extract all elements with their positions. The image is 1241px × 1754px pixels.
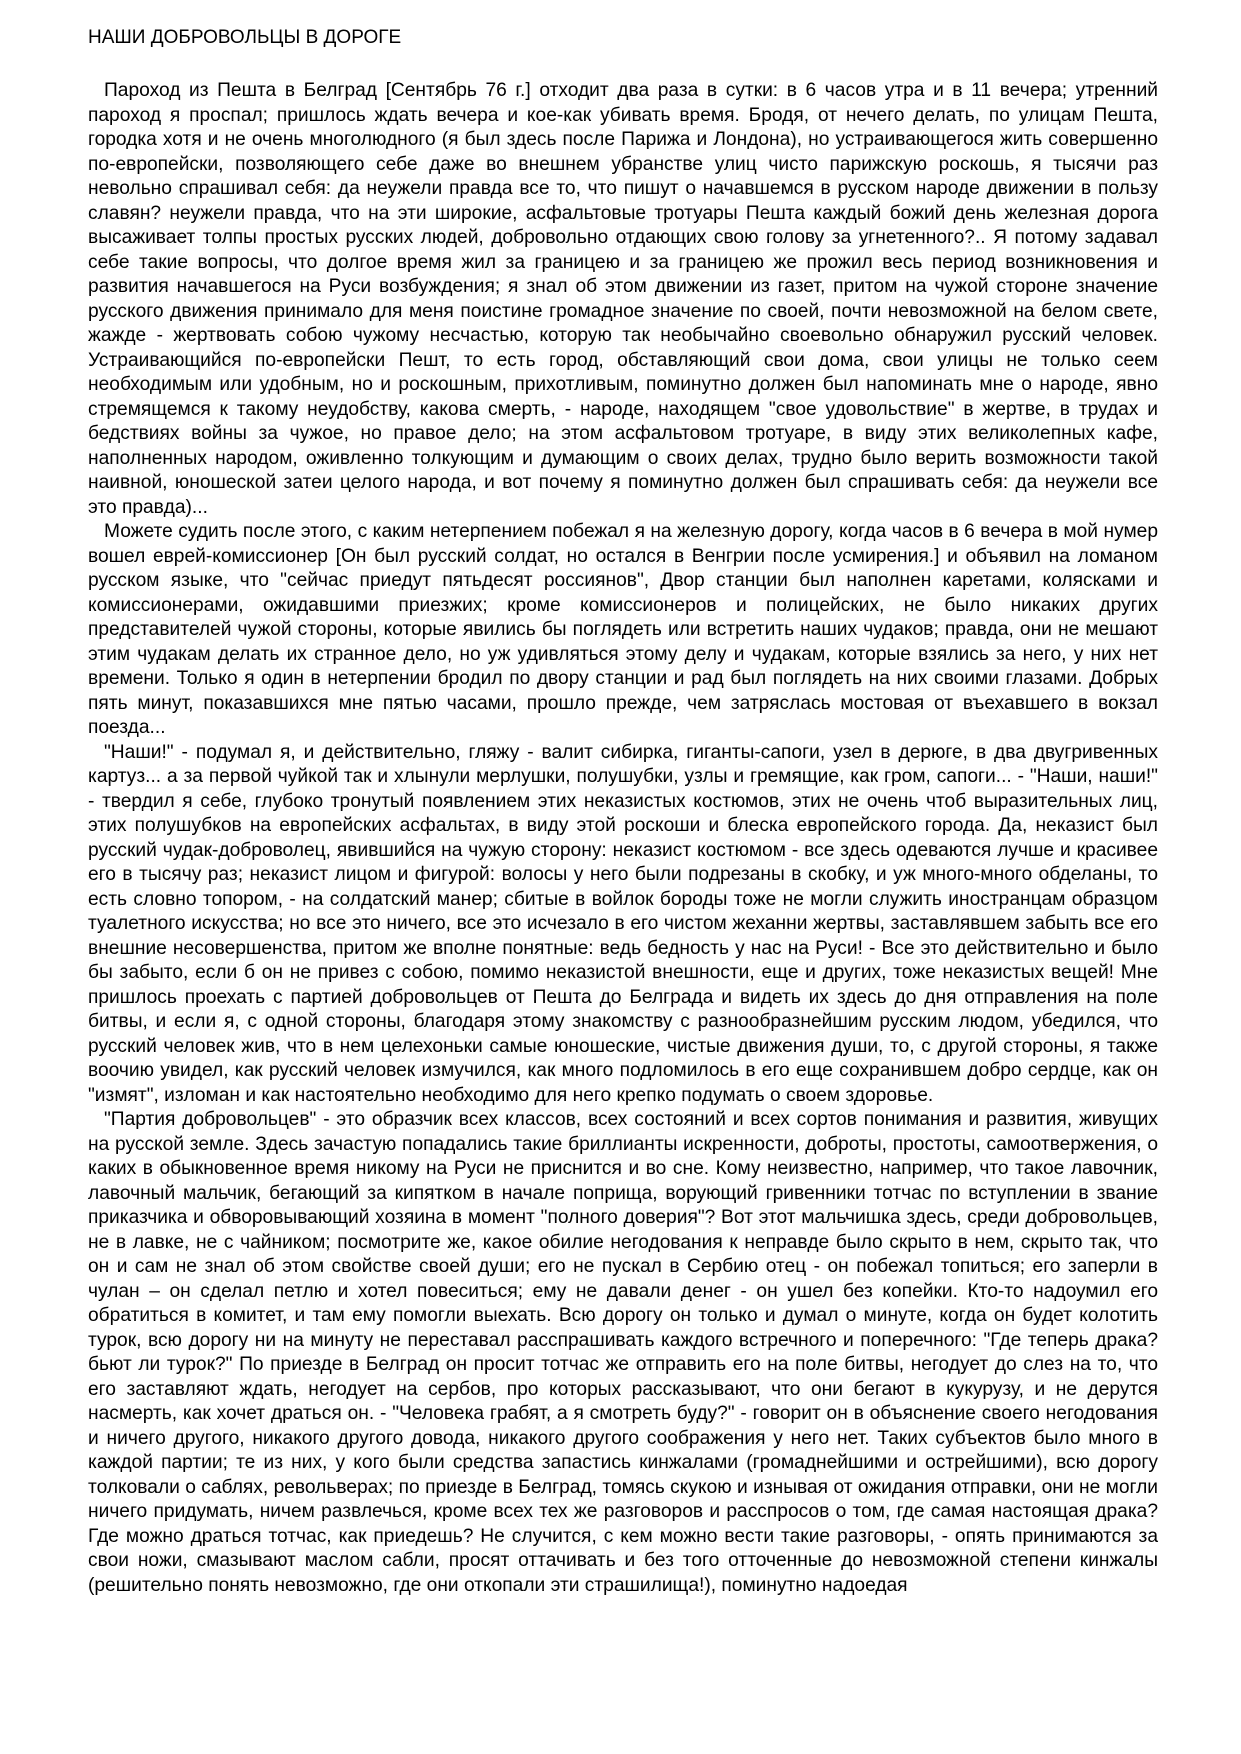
document-title: НАШИ ДОБРОВОЛЬЦЫ В ДОРОГЕ bbox=[88, 27, 402, 48]
paragraph: Пароход из Пешта в Белград [Сентябрь 76 г.] отходит два раза в сутки: в 6 часов утра и в 11 вечера; утренний пароход я проспал; пришлось ждать вечера и кое-как убивать время. Бродя, от нечего делать, по улицам Пешта, городка хотя и не очень многолюдного (я был здесь после Парижа и Лондона), но устраивающегося жить совершенно по-европейски, позволяющего себе даже во внешнем убранстве улиц чисто парижскую роскошь, я тысячи раз невольно спрашивал себя: да неужели правда все то, что пишут о начавшемся в русском народе движении в пользу славян? неужели правда, что на эти широкие, асфальтовые тротуары Пешта каждый божий день железная дорога высаживает толпы простых русских людей, добровольно отдающих свою голову за угнетенного?.. Я потому задавал себе такие вопросы, что долгое время жил за границею и за границею же прожил весь период возникновения и развития начавшегося на Руси возбуждения; я знал об этом движении из газет, притом на чужой стороне значение русского движения принимало для меня поистине громадное значение по своей, почти невозможной на белом свете, жажде - жертвовать собою чужому несчастью, которую так необычайно своевольно обнаружил русский человек. Устраивающийся по-европейски Пешт, то есть город, обставляющий свои дома, свои улицы не только сеем необходимым или удобным, но и роскошным, прихотливым, поминутно должен был напоминать мне о народе, явно стремящемся к такому неудобству, какова смерть, - народе, находящем "свое удовольствие" в жертве, в трудах и бедствиях войны за чужое, но правое дело; на этом асфальтовом тротуаре, в виду этих великолепных кафе, наполненных народом, оживленно толкующим и думающим о своих делах, трудно было верить возможности такой наивной, юношеской затеи целого народа, и вот почему я поминутно должен был спрашивать себя: да неужели все это правда)... bbox=[88, 80, 1158, 518]
document-page bbox=[88, 26, 1158, 1598]
paragraph: "Наши!" - подумал я, и действительно, гляжу - валит сибирка, гиганты-сапоги, узел в дерюге, в два двугривенных картуз... а за первой чуйкой так и хлынули мерлушки, полушубки, узлы и гремящие, как гром, сапоги... - "Наши, наши!" - твердил я себе, глубоко тронутый появлением этих неказистых костюмов, этих не очень чтоб выразительных лиц, этих полушубков на европейских асфальтах, в виду этой роскоши и блеска европейского города. Да, неказист был русский чудак-доброволец, явившийся на чужую сторону: неказист костюмом - все здесь одеваются лучше и красивее его в тысячу раз; неказист лицом и фигурой: волосы у него были подрезаны в скобку, и уж много-много обделаны, то есть словно топором, - на солдатский манер; сбитые в войлок бороды тоже не могли служить иностранцам образцом туалетного искусства; но все это ничего, все это исчезало в его чистом жеханни жертвы, заставлявшем забыть все его внешние несовершенства, притом же вполне понятные: ведь бедность у нас на Руси! - Все это действительно и было бы забыто, если б он не привез с собою, помимо неказистой внешности, еще и других, тоже неказистых вещей! Мне пришлось проехать с партией добровольцев от Пешта до Белграда и видеть их здесь до дня отправления на поле битвы, и если я, с одной стороны, благодаря этому знакомству с разнообразнейшим русским людом, убедился, что русский человек жив, что в нем целехоньки самые юношеские, чистые движения души, то, с другой стороны, я также воочию увидел, как русский человек измучился, как много подломилось в его еще сохранившем добро сердце, как он "измят", изломан и как настоятельно необходимо для него крепко подумать о своем здоровье. bbox=[88, 741, 1158, 1106]
document-body bbox=[88, 79, 1158, 1598]
paragraph: "Партия добровольцев" - это образчик всех классов, всех состояний и всех сортов понимания и развития, живущих на русской земле. Здесь зачастую попадались такие бриллианты искренности, доброты, простоты, самоотвержения, о каких в обыкновенное время никому на Руси не приснится и во сне. Кому неизвестно, например, что такое лавочник, лавочный мальчик, бегающий за кипятком в начале поприща, ворующий гривенники тотчас по вступлении в звание приказчика и обворовывающий хозяина в момент "полного доверия"? Вот этот мальчишка здесь, среди добровольцев, не в лавке, не с чайником; посмотрите же, какое обилие негодования к неправде было скрыто в нем, скрыто так, что он и сам не знал об этом свойстве своей души; его не пускал в Сербию отец - он побежал топиться; его заперли в чулан – он сделал петлю и хотел повеситься; ему не давали денег - он ушел без копейки. Кто-то надоумил его обратиться в комитет, и там ему помогли выехать. Всю дорогу он только и думал о минуте, когда он будет колотить турок, всю дорогу ни на минуту не переставал расспрашивать каждого встречного и поперечного: "Где теперь драка? бьют ли турок?" По приезде в Белград он просит тотчас же отправить его на поле битвы, негодует до слез на то, что его заставляют ждать, негодует на сербов, про которых рассказывают, что они бегают в кукурузу, и не дерутся насмерть, как хочет драться он. - "Человека грабят, а я смотреть буду?" - говорит он в объяснение своего негодования и ничего другого, никакого другого довода, никакого другого соображения у него нет. Таких субъектов было много в каждой партии; те из них, у кого были средства запастись кинжалами (громаднейшими и острейшими), всю дорогу толковали о саблях, револьверах; по приезде в Белград, томясь скукою и изнывая от ожидания отправки, они не могли ничего придумать, ничем развлечься, кроме всех тех же разговоров и расспросов о том, где самая настоящая драка? Где можно драться тотчас, как приедешь? Не случится, с кем можно вести такие разговоры, - опять принимаются за свои ножи, смазывают маслом сабли, просят оттачивать и без того отточенные до невозможной степени кинжалы (решительно понять невозможно, где они откопали эти страшилища!), поминутно надоедая bbox=[88, 1109, 1158, 1596]
paragraph: Можете судить после этого, с каким нетерпением побежал я на железную дорогу, когда часов в 6 вечера в мой нумер вошел еврей-комиссионер [Он был русский солдат, но остался в Венгрии после усмирения.] и объявил на ломаном русском языке, что "сейчас приедут пятьдесят россиянов", Двор станции был наполнен каретами, колясками и комиссионерами, ожидавшими приезжих; кроме комиссионеров и полицейских, не было никаких других представителей чужой стороны, которые явились бы поглядеть или встретить наших чудаков; правда, они не мешают этим чудакам делать их странное дело, но уж удивляться этому делу и чудакам, которые взялись за него, у них нет времени. Только я один в нетерпении бродил по двору станции и рад был поглядеть на них своими глазами. Добрых пять минут, показавшихся мне пятью часами, прошло прежде, чем затряслась мостовая от въехавшего в вокзал поезда... bbox=[88, 521, 1158, 738]
